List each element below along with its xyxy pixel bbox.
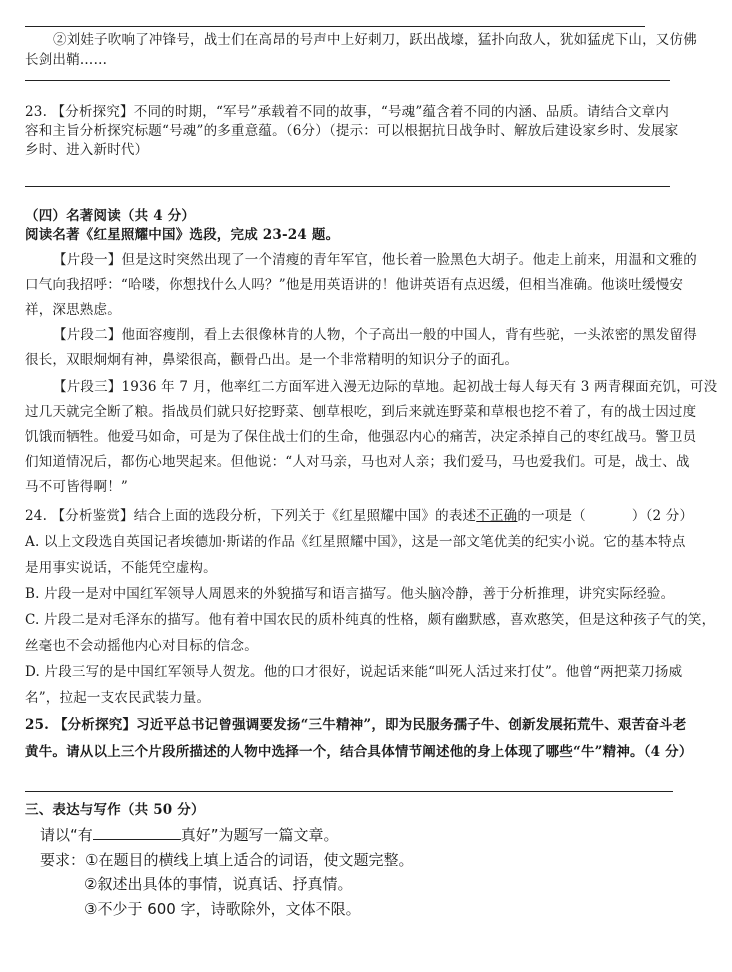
stem-text: 的一项是（: [517, 508, 586, 524]
option-a: 是用事实说话，不能凭空虚构。: [25, 560, 217, 576]
writing-requirement: 要求：①在题目的横线上填上适合的词语，使文题完整。: [40, 851, 414, 869]
section-instruction: 阅读名著《红星照耀中国》选段，完成 23-24 题。: [25, 227, 340, 243]
question-line: 容和主旨分析探究标题“号魂”的多重意蕴。（6分）（提示：可以根据抗日战争时、解放后建设家乡时、发展家: [25, 123, 679, 139]
fragment-line: 口气向我招呼：“哈喽，你想找什么人吗？”他是用英语讲的！他讲英语有点迟缓，但相当准确。他谈吐缓慢安: [25, 277, 684, 293]
prompt-text: 请以“有: [40, 826, 93, 844]
fragment-line: 马不可皆得啊！”: [25, 479, 129, 495]
question-line: 黄牛。请从以上三个片段所描述的人物中选择一个，结合具体情节阐述他的身上体现了哪些“牛”精神。（4 分）: [25, 744, 693, 760]
question-line: 25. 【分析探究】习近平总书记曾强调要发扬“三牛精神”，即为民服务孺子牛、创新发展拓荒牛、艰苦奋斗老: [25, 717, 687, 733]
question-24: [25, 503, 715, 711]
answer-line: [25, 80, 670, 81]
option-b: B. 片段一是对中国红军领导人周恩来的外貌描写和语言描写。他头脑冷静，善于分析推理，讲究实际经验。: [25, 586, 675, 602]
question-24-stem: [25, 503, 715, 529]
stem-emphasis: 不正确: [476, 508, 518, 524]
quote-line: 长剑出鞘……: [25, 52, 108, 68]
quote-paragraph: [25, 30, 697, 70]
fragment-line: 们知道情况后，都伤心地哭起来。但他说：“人对马亲，马也对人亲；我们爱马，马也爱我们。可是，战士、战: [25, 454, 690, 470]
fragment-1: [25, 248, 697, 323]
prompt-text: 真好”为题写一篇文章。: [180, 826, 339, 844]
question-line: 乡时、进入新时代）: [25, 142, 149, 158]
option-d: 名”，拉起一支农民武装力量。: [25, 690, 211, 706]
option-d: D. 片段三写的是中国红军领导人贺龙。他的口才很好，说起话来能“叫死人活过来打仗”。他曾“两把菜刀扬威: [25, 664, 683, 680]
fragment-line: 【片段三】1936 年 7 月，他率红二方面军进入漫无边际的草地。起初战士每人每天有 3 两青稞面充饥，可没: [53, 379, 718, 395]
section-title: （四）名著阅读（共 4 分）: [25, 208, 196, 224]
option-a: A. 以上文段选自英国记者埃德加·斯诺的作品《红星照耀中国》，这是一部文笔优美的纪实小说。它的基本特点: [25, 534, 686, 550]
answer-line: [25, 791, 673, 792]
fragment-3: [25, 375, 717, 500]
writing-requirement: ②叙述出具体的事情，说真话、抒真情。: [84, 875, 353, 893]
stem-text: 24. 【分析鉴赏】结合上面的选段分析，下列关于《红星照耀中国》的表述: [25, 508, 477, 524]
stem-score: ）（2 分）: [631, 508, 694, 524]
fragment-2: [25, 323, 697, 373]
answer-line: [25, 186, 670, 187]
fragment-line: 【片段一】但是这时突然出现了一个清瘦的青年军官，他长着一脸黑色大胡子。他走上前来，用温和文雅的: [53, 252, 697, 268]
quote-line: ②刘娃子吹响了冲锋号，战士们在高昂的号声中上好刺刀，跃出战壕，猛扑向敌人，犹如猛虎下山，又仿佛: [53, 32, 697, 48]
fragment-line: 很长，双眼炯炯有神，鼻梁很高，颧骨凸出。是一个非常精明的知识分子的面孔。: [25, 352, 519, 368]
writing-prompt: [40, 822, 339, 848]
fragment-line: 过几天就完全断了粮。指战员们就只好挖野菜、刨草根吃，到后来就连野菜和草根也挖不着了，有的战士因过度: [25, 404, 697, 420]
fragment-line: 祥，深思熟虑。: [25, 302, 121, 318]
fragment-line: 饥饿而牺牲。他爱马如命，可是为了保住战士们的生命，他强忍内心的痛苦，决定杀掉自己的枣红战马。警卫员: [25, 429, 697, 445]
option-c: 丝毫也不会动摇他内心对目标的信念。: [25, 638, 258, 654]
answer-line: [25, 26, 645, 27]
title-blank: [93, 825, 181, 840]
option-c: C. 片段二是对毛泽东的描写。他有着中国农民的质朴纯真的性格，颇有幽默感，喜欢憨笑，但是这种孩子气的笑，: [25, 612, 716, 628]
question-line: 23. 【分析探究】不同的时期，“军号”承载着不同的故事，“号魂”蕴含着不同的内涵、品质。请结合文章内: [25, 104, 670, 120]
writing-title: 三、表达与写作（共 50 分）: [25, 802, 205, 818]
writing-requirement: ③不少于 600 字，诗歌除外，文体不限。: [84, 900, 361, 918]
fragment-line: 【片段二】他面容瘦削，看上去很像林肯的人物，个子高出一般的中国人，背有些驼，一头浓密的黑发留得: [53, 327, 697, 343]
question-25: [25, 712, 693, 766]
question-23: [25, 103, 678, 160]
